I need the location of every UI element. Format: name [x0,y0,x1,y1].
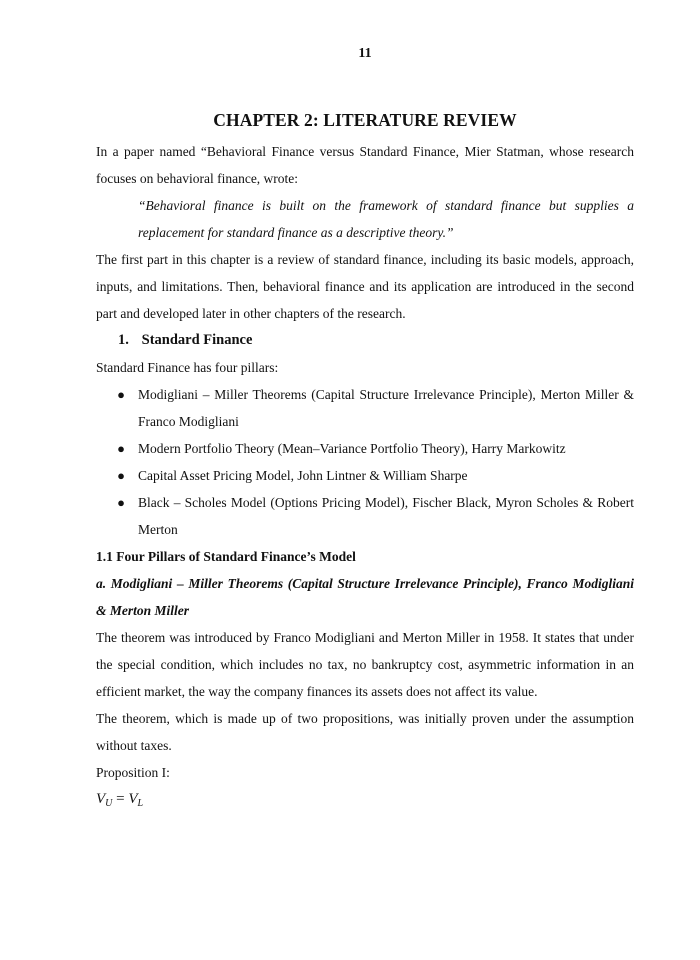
list-item [96,489,634,543]
chapter-overview-paragraph: The first part in this chapter is a review of standard finance, including its basic models, approach, inputs, and limitations. Then, behavioral finance and its application are introduced in the second part and developed later in other chapters of the research. [96,252,634,321]
pillars-lead: Standard Finance has four pillars: [96,360,279,375]
pillars-list [96,381,634,543]
equation-proposition-1 [96,786,634,817]
intro-paragraph: In a paper named “Behavioral Finance versus Standard Finance, Mier Statman, whose research focuses on behavioral finance, wrote: [96,144,634,186]
pillar-text: Modern Portfolio Theory (Mean–Variance Portfolio Theory), Harry Markowitz [138,441,566,456]
equation-operator: = [116,791,125,807]
bullet-icon: ● [117,495,125,510]
equation-lhs-sub: U [105,798,113,809]
proposition-label: Proposition I: [96,765,170,780]
equation-rhs-var: V [128,791,138,807]
equation-lhs-var: V [96,791,106,807]
equation-rhs-sub: L [137,798,144,809]
theorem-paragraph: The theorem was introduced by Franco Modigliani and Merton Miller in 1958. It states that under the special condition, which includes no tax, no bankruptcy cost, asymmetric information in an efficient market, the way the company finances its assets does not affect its value. [96,630,634,699]
pillar-text: Capital Asset Pricing Model, John Lintner & William Sharpe [138,468,468,483]
bullet-icon: ● [117,441,125,456]
section-title: Standard Finance [141,332,253,348]
section-heading-standard-finance [96,327,634,354]
bullet-icon: ● [117,387,125,402]
pillar-text: Black – Scholes Model (Options Pricing Model), Fischer Black, Myron Scholes & Robert Merton [138,495,634,537]
subsection-heading: 1.1 Four Pillars of Standard Finance’s Model [96,549,356,564]
body-text [96,138,634,817]
list-item [96,435,634,462]
section-number: 1. [118,332,129,348]
chapter-title: CHAPTER 2: LITERATURE REVIEW [213,110,517,130]
bullet-icon: ● [117,468,125,483]
statman-quote: “Behavioral finance is built on the framework of standard finance but supplies a replacement for standard finance as a descriptive theory.” [138,198,634,240]
page-number: 11 [358,46,372,61]
pillar-text: Modigliani – Miller Theorems (Capital Structure Irrelevance Principle), Merton Miller & Franco Modigliani [138,387,634,429]
propositions-paragraph: The theorem, which is made up of two propositions, was initially proven under the assumption without taxes. [96,711,634,753]
list-item [96,462,634,489]
part-a-heading: a. Modigliani – Miller Theorems (Capital Structure Irrelevance Principle), Franco Modigliani & Merton Miller [96,576,634,618]
list-item [96,381,634,435]
